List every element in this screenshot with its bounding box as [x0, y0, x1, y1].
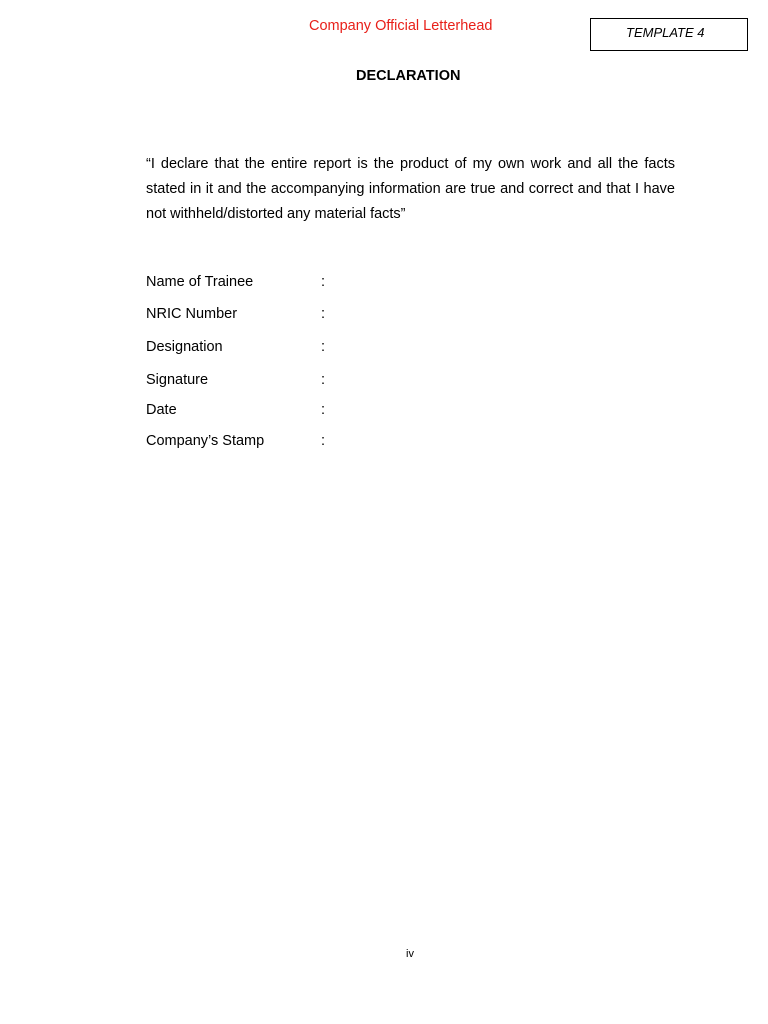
- page-title: DECLARATION: [356, 68, 461, 84]
- field-colon-signature: :: [321, 372, 326, 388]
- field-label-nric-number: NRIC Number: [146, 306, 238, 322]
- field-label-date: Date: [146, 402, 177, 418]
- letterhead-text: Company Official Letterhead: [309, 18, 493, 34]
- template-label: TEMPLATE 4: [626, 25, 705, 40]
- field-row-signature: [146, 372, 446, 392]
- field-row-company-stamp: [146, 433, 446, 453]
- field-label-company-stamp: Company’s Stamp: [146, 433, 265, 449]
- field-colon-designation: :: [321, 339, 326, 355]
- field-colon-company-stamp: :: [321, 433, 326, 449]
- field-row-date: [146, 402, 446, 422]
- field-row-nric-number: [146, 306, 446, 326]
- page-number: iv: [406, 948, 414, 960]
- field-label-designation: Designation: [146, 339, 223, 355]
- field-label-name-of-trainee: Name of Trainee: [146, 274, 254, 290]
- field-label-signature: Signature: [146, 372, 209, 388]
- field-colon-nric-number: :: [321, 306, 326, 322]
- field-colon-name-of-trainee: :: [321, 274, 326, 290]
- template-label-box: [590, 18, 748, 51]
- field-row-name-of-trainee: [146, 274, 446, 294]
- field-row-designation: [146, 339, 446, 359]
- field-colon-date: :: [321, 402, 326, 418]
- declaration-statement: “I declare that the entire report is the product of my own work and all the facts stated in it and the accompanying information are true and correct and that I have not withheld/distorted any material facts”: [146, 156, 675, 222]
